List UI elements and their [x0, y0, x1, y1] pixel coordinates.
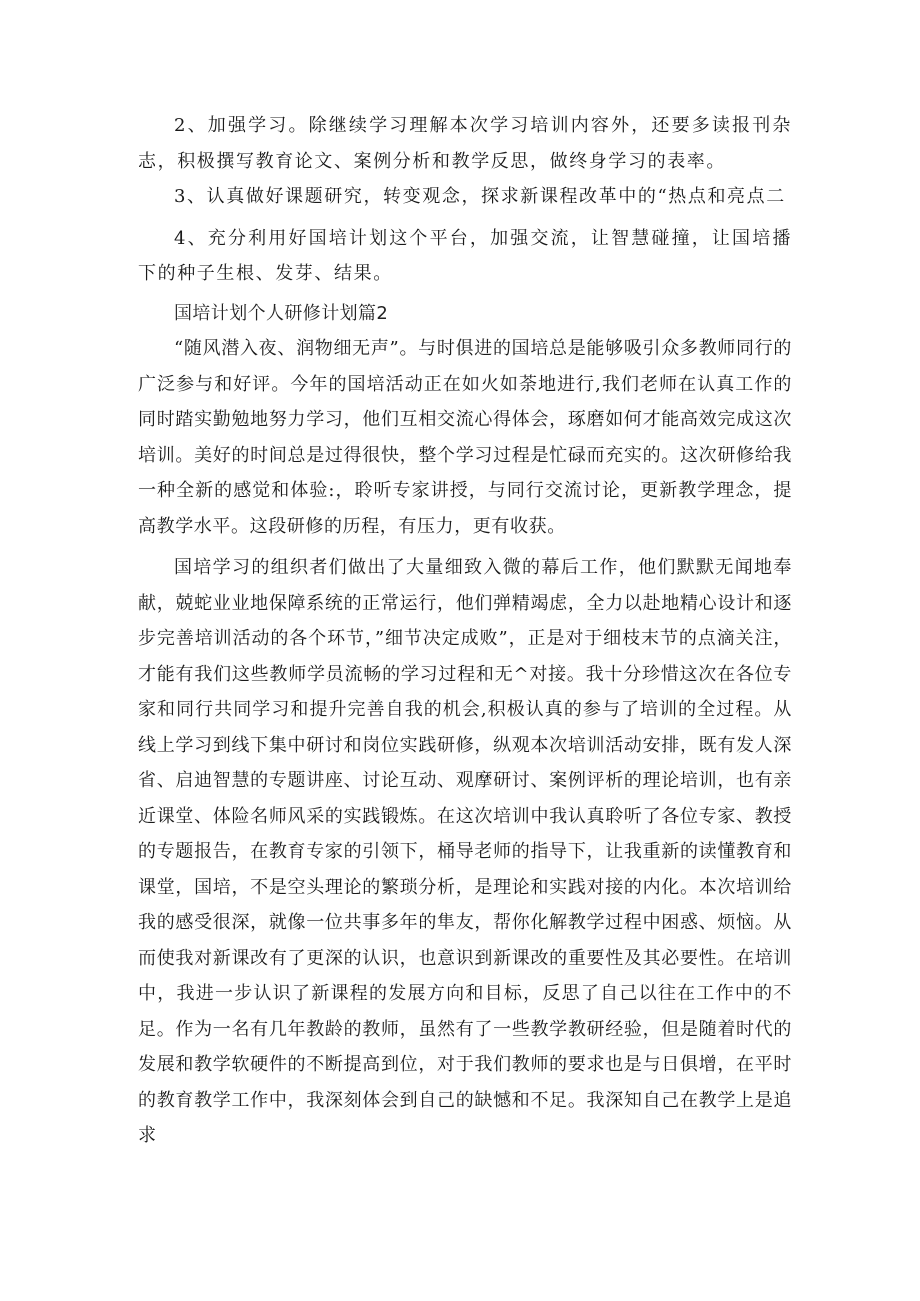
list-item-4: 4、充分利用好国培计划这个平台，加强交流，让智慧碰撞，让国培播下的种子生根、发芽、结果。	[138, 227, 792, 284]
section-title: 国培计划个人研修计划篇2	[174, 302, 389, 324]
body-paragraph-1: “随风潜入夜、润物细无声”。与时俱进的国培总是能够吸引众多教师同行的广泛参与和好评。今年的国培活动正在如火如荼地进行,我们老师在认真工作的同时踏实勤勉地努力学习，他们互相交流心得体会，琢磨如何才能高效完成这次培训。美好的时间总是过得很快，整个学习过程是忙碌而充实的。这次研修给我一种全新的感觉和体验:，聆听专家讲授，与同行交流讨论，更新教学理念，提高教学水平。这段研修的历程，有压力，更有收获。	[138, 338, 792, 537]
list-item-2: 2、加强学习。除继续学习理解本次学习培训内容外，还要多读报刊杂志，积极撰写教育论文、案例分析和教学反思，做终身学习的表率。	[138, 115, 792, 172]
body-paragraph-2: 国培学习的组织者们做出了大量细致入微的幕后工作，他们默默无闻地奉献，兢蛇业业地保障系统的正常运行，他们弹精竭虑，全力以赴地精心设计和逐步完善培训活动的各个环节，”细节决定成败”，正是对于细枝末节的点滴关注，才能有我们这些教师学员流畅的学习过程和无^对接。我十分珍惜这次在各位专家和同行共同学习和提升完善自我的机会,积极认真的参与了培训的全过程。从线上学习到线下集中研讨和岗位实践研修，纵观本次培训活动安排，既有发人深省、启迪智慧的专题讲座、讨论互动、观摩研讨、案例评析的理论培训，也有亲近课堂、体险名师风采的实践锻炼。在这次培训中我认真聆听了各位专家、教授的专题报告，在教育专家的引领下，桶导老师的指导下，让我重新的读懂教育和课堂，国培，不是空头理论的繁琐分析，是理论和实践对接的内化。本次培训给我的感受很深，就像一位共事多年的隼友，帮你化解教学过程中困惑、烦恼。从而使我对新课改有了更深的认识，也意识到新课改的重要性及其必要性。在培训中，我进一步认识了新课程的发展方向和目标，反思了自己以往在工作中的不足。作为一名有几年教龄的教师，虽然有了一些教学教研经验，但是随着时代的发展和教学软硬件的不断提高到位，对于我们教师的要求也是与日俱增，在平时的教育教学工作中，我深刻体会到自己的缺憾和不足。我深知自己在教学上是追求	[138, 557, 792, 1146]
document-body	[138, 108, 792, 1154]
list-item-3: 3、认真做好课题研究，转变观念，探求新课程改革中的“热点和亮点二	[174, 186, 786, 207]
